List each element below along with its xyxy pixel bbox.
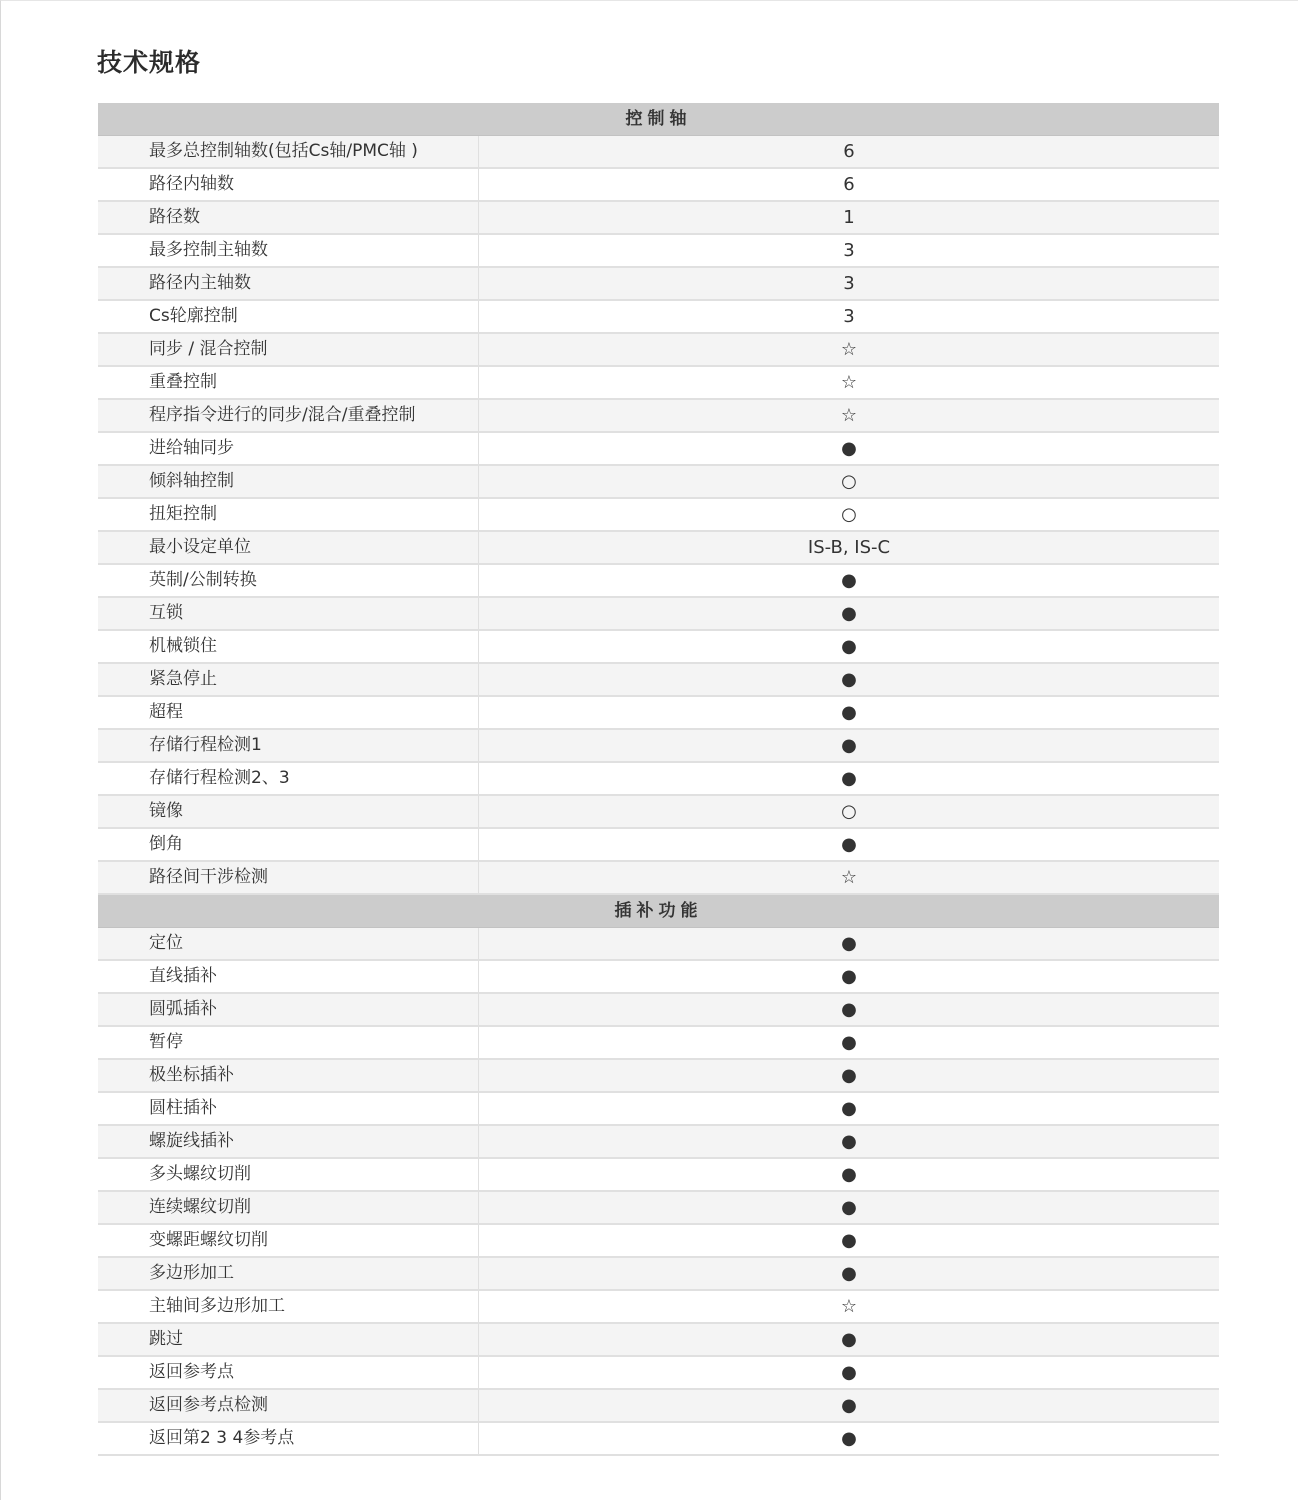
spec-value: ● [841, 1131, 857, 1152]
spec-value: ● [841, 1395, 857, 1416]
table-row [98, 994, 1219, 1027]
spec-label: 镜像 [98, 796, 479, 827]
spec-label: 程序指令进行的同步/混合/重叠控制 [98, 400, 479, 431]
spec-value: ● [841, 1032, 857, 1053]
spec-label: 路径内主轴数 [98, 268, 479, 299]
table-row [98, 1159, 1219, 1192]
table-row [98, 664, 1219, 697]
table-row [98, 1192, 1219, 1225]
spec-label: 机械锁住 [98, 631, 479, 662]
spec-label: 极坐标插补 [98, 1060, 479, 1091]
table-row [98, 763, 1219, 796]
spec-value: ● [841, 636, 857, 657]
table-row [98, 268, 1219, 301]
table-row [98, 961, 1219, 994]
spec-value: ● [841, 768, 857, 789]
spec-label: 重叠控制 [98, 367, 479, 398]
spec-label: 最小设定单位 [98, 532, 479, 563]
spec-label: 返回参考点检测 [98, 1390, 479, 1421]
spec-label: 存储行程检测2、3 [98, 763, 479, 794]
spec-value: ● [841, 1230, 857, 1251]
spec-value: 6 [843, 174, 855, 195]
spec-label: 超程 [98, 697, 479, 728]
section-header: 控制轴 [98, 103, 1219, 136]
spec-value: 3 [843, 240, 855, 261]
table-row [98, 499, 1219, 532]
spec-label: 主轴间多边形加工 [98, 1291, 479, 1322]
spec-label: Cs轮廓控制 [98, 301, 479, 332]
table-row [98, 532, 1219, 565]
spec-label: 跳过 [98, 1324, 479, 1355]
spec-label: 路径间干涉检测 [98, 862, 479, 893]
table-row [98, 1258, 1219, 1291]
spec-value: ☆ [840, 405, 858, 426]
spec-label: 紧急停止 [98, 664, 479, 695]
table-row [98, 1060, 1219, 1093]
table-row [98, 565, 1219, 598]
spec-label: 连续螺纹切削 [98, 1192, 479, 1223]
spec-value: ● [841, 570, 857, 591]
spec-label: 圆弧插补 [98, 994, 479, 1025]
spec-label: 存储行程检测1 [98, 730, 479, 761]
spec-label: 扭矩控制 [98, 499, 479, 530]
table-row [98, 433, 1219, 466]
spec-label: 互锁 [98, 598, 479, 629]
spec-label: 直线插补 [98, 961, 479, 992]
spec-label: 暂停 [98, 1027, 479, 1058]
spec-value: ☆ [840, 339, 858, 360]
table-row [98, 1027, 1219, 1060]
spec-label: 倾斜轴控制 [98, 466, 479, 497]
table-row [98, 169, 1219, 202]
spec-value: ● [841, 834, 857, 855]
spec-label: 返回第2 3 4参考点 [98, 1423, 479, 1454]
spec-value: ● [841, 933, 857, 954]
table-row [98, 400, 1219, 433]
spec-value: ● [841, 1362, 857, 1383]
table-row [98, 730, 1219, 763]
spec-value: ● [841, 603, 857, 624]
table-row [98, 1324, 1219, 1357]
spec-value: ○ [841, 471, 857, 492]
table-row [98, 829, 1219, 862]
spec-value: ● [841, 735, 857, 756]
table-row [98, 1423, 1219, 1456]
spec-label: 路径内轴数 [98, 169, 479, 200]
spec-value: ● [841, 999, 857, 1020]
spec-label: 螺旋线插补 [98, 1126, 479, 1157]
spec-value: ● [841, 702, 857, 723]
spec-label: 最多总控制轴数(包括Cs轴/PMC轴 ) [98, 136, 479, 167]
spec-label: 圆柱插补 [98, 1093, 479, 1124]
table-row [98, 301, 1219, 334]
table-row [98, 136, 1219, 169]
spec-label: 进给轴同步 [98, 433, 479, 464]
spec-value: 6 [843, 141, 855, 162]
table-row [98, 1390, 1219, 1423]
spec-value: ☆ [840, 867, 858, 888]
table-row [98, 466, 1219, 499]
spec-value: IS-B, IS-C [807, 537, 891, 558]
spec-label: 变螺距螺纹切削 [98, 1225, 479, 1256]
spec-label: 最多控制主轴数 [98, 235, 479, 266]
table-row [98, 1357, 1219, 1390]
table-row [98, 334, 1219, 367]
spec-value: ● [841, 669, 857, 690]
spec-value: ● [841, 1428, 857, 1449]
spec-label: 多头螺纹切削 [98, 1159, 479, 1190]
spec-value: ● [841, 966, 857, 987]
table-row [98, 928, 1219, 961]
spec-value: ● [841, 1263, 857, 1284]
spec-label: 英制/公制转换 [98, 565, 479, 596]
spec-value: 1 [843, 207, 855, 228]
table-row [98, 1093, 1219, 1126]
table-row [98, 697, 1219, 730]
table-row [98, 862, 1219, 895]
table-row [98, 202, 1219, 235]
spec-label: 多边形加工 [98, 1258, 479, 1289]
spec-label: 定位 [98, 928, 479, 959]
spec-value: ○ [841, 504, 857, 525]
spec-label: 倒角 [98, 829, 479, 860]
spec-value: 3 [843, 273, 855, 294]
table-row [98, 1225, 1219, 1258]
spec-label: 返回参考点 [98, 1357, 479, 1388]
spec-value: ● [841, 1197, 857, 1218]
spec-value: ● [841, 1098, 857, 1119]
table-row [98, 598, 1219, 631]
table-row [98, 631, 1219, 664]
spec-value: ☆ [840, 1296, 858, 1317]
spec-table [98, 103, 1219, 1456]
section-header: 插补功能 [98, 895, 1219, 928]
spec-value: ● [841, 438, 857, 459]
table-row [98, 367, 1219, 400]
spec-value: ● [841, 1065, 857, 1086]
table-row [98, 796, 1219, 829]
page-title: 技术规格 [97, 48, 202, 77]
spec-value: ● [841, 1329, 857, 1350]
table-row [98, 1126, 1219, 1159]
spec-label: 路径数 [98, 202, 479, 233]
spec-value: ○ [841, 801, 857, 822]
spec-label: 同步 / 混合控制 [98, 334, 479, 365]
spec-value: ● [841, 1164, 857, 1185]
table-row [98, 235, 1219, 268]
table-row [98, 1291, 1219, 1324]
spec-value: 3 [843, 306, 855, 327]
spec-value: ☆ [840, 372, 858, 393]
